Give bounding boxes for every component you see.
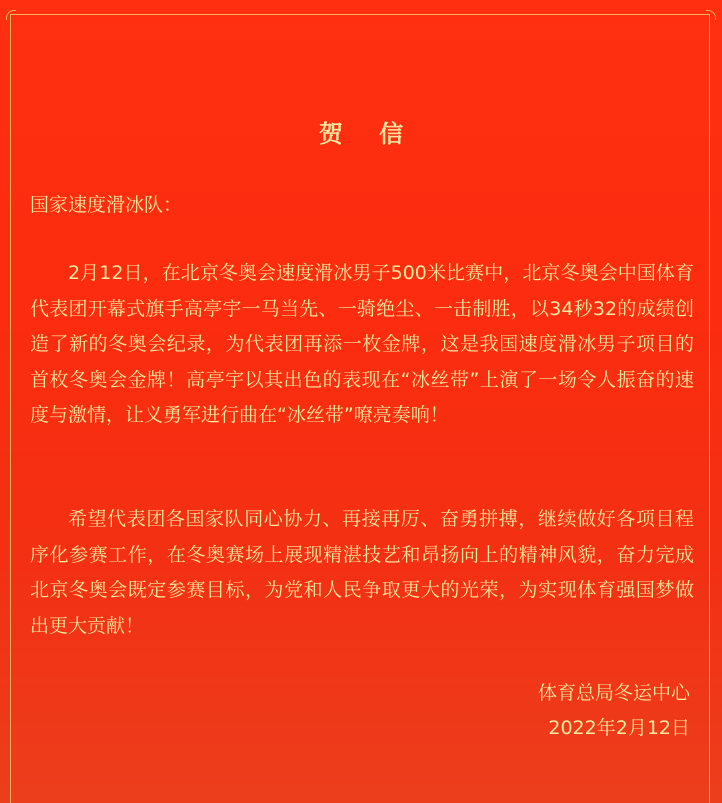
border-corner-ornament xyxy=(706,10,716,20)
letter-title: 贺 信 xyxy=(318,120,418,148)
letter-paragraph: 希望代表团各国家队同心协力、再接再厉、奋勇拼搏，继续做好各项目程序化参赛工作，在冬奥赛场上展现精湛技艺和昂扬向上的精神风貌，奋力完成北京冬奥会既定参赛目标，为党和人民争取更大的光荣，为实现体育强国梦做出更大贡献！ xyxy=(30,508,694,637)
border-corner-ornament xyxy=(6,10,16,20)
letter-paragraph: 2月12日，在北京冬奥会速度滑冰男子500米比赛中，北京冬奥会中国体育代表团开幕式旗手高亭宇一马当先、一骑绝尘、一击制胜，以34秒32的成绩创造了新的冬奥会纪录，为代表团再添一枚金牌，这是我国速度滑冰男子项目的首枚冬奥会金牌！高亭宇以其出色的表现在“冰丝带”上演了一场令人振奋的速度与激情，让义勇军进行曲在“冰丝带”嘹亮奏响！ xyxy=(30,262,694,426)
letter-date: 2022年2月12日 xyxy=(548,717,690,739)
letter-signature: 体育总局冬运中心 xyxy=(537,682,690,704)
letter-salutation: 国家速度滑冰队： xyxy=(30,194,183,216)
